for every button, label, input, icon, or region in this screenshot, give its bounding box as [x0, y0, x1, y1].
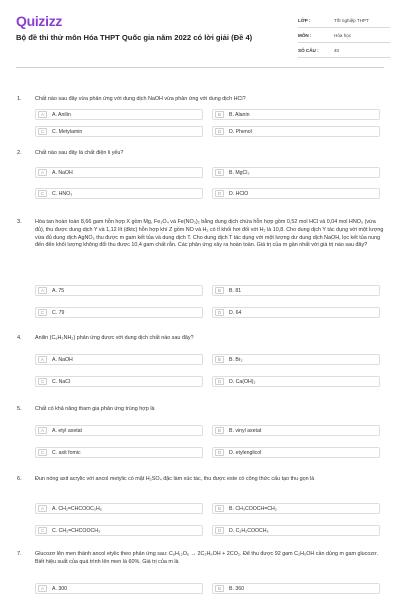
option-letter: C — [38, 190, 47, 197]
option-c[interactable] — [35, 376, 203, 387]
option-d[interactable] — [212, 188, 380, 199]
question-text: Chất nào sau đây vừa phản ứng với dung dịch NaOH vừa phản ứng với dung dịch HCl? — [35, 96, 246, 102]
option-d[interactable] — [212, 307, 380, 318]
option-letter: D — [215, 190, 224, 197]
option-letter: C — [38, 449, 47, 456]
option-text: A. Anilin — [52, 111, 71, 118]
meta-row-class — [298, 13, 390, 28]
option-letter: C — [38, 128, 47, 135]
option-text: A. NaOH — [52, 356, 73, 363]
question-text: Đun nóng axit acrylic với ancol metylic có mặt H₂SO₄ đặc làm xúc tác, thu được este có công thức cấu tạo thu gọn là — [35, 476, 315, 482]
option-text: B. Br₂ — [229, 356, 243, 363]
question-number: 2. — [17, 150, 22, 156]
option-a[interactable] — [35, 503, 203, 514]
option-letter: A — [38, 169, 47, 176]
meta-key: MÔN : — [298, 32, 312, 38]
option-letter: A — [38, 356, 47, 363]
option-a[interactable] — [35, 583, 203, 594]
option-letter: A — [38, 505, 47, 512]
option-text: B. MgCl₂ — [229, 169, 250, 176]
option-c[interactable] — [35, 188, 203, 199]
option-letter: C — [38, 378, 47, 385]
meta-table — [298, 13, 390, 58]
option-c[interactable] — [35, 126, 203, 137]
option-c[interactable] — [35, 447, 203, 458]
option-letter: A — [38, 287, 47, 294]
question-text: Hòa tan hoàn toàn 8,66 gam hỗn hợp X gồm Mg, Fe₃O₄ và Fe(NO₃)₂ bằng dung dịch chứa hỗn hợp gồm 0,52 mol HCl và 0,04 mol HNO₃ (vừa đủ), thu được dung dịch Y và 1,12 lít (đktc) hỗn hợp khí Z gồm NO và H₂ có tỉ khối hơi đối với H₂ là 10,8. Cho dung dịch Y tác dụng với một lượng vừa đủ dung dịch AgNO₃ thu được m gam kết tủa và dung dịch T. Cho dung dịch T tác dụng với một lượng dư dung dịch NaOH, lọc kết tủa nung đến đến khối lượng không đổi thu được 10,4 gam chất rắn. Các phản ứng xảy ra hoàn toàn. Giá trị của m gần nhất với giá trị nào sau đây? — [35, 219, 384, 249]
question-number: 6. — [17, 476, 22, 482]
option-letter: B — [215, 169, 224, 176]
option-letter: D — [215, 378, 224, 385]
option-text: D. etylenglicol — [229, 449, 262, 456]
option-d[interactable] — [212, 447, 380, 458]
option-b[interactable] — [212, 425, 380, 436]
option-text: B. 81 — [229, 287, 242, 294]
option-text: C. 79 — [52, 309, 65, 316]
option-text: A. CH₂=CHCOOC₂H₅ — [52, 505, 102, 512]
option-text: D. Ca(OH)₂ — [229, 378, 256, 385]
meta-value: Hóa học — [334, 32, 352, 38]
option-letter: B — [215, 287, 224, 294]
document-title: Bộ đề thi thử môn Hóa THPT Quốc gia năm 2022 có lời giải (Đề 4) — [16, 33, 253, 42]
option-b[interactable] — [212, 354, 380, 365]
header-divider — [16, 67, 384, 68]
meta-key: LỚP : — [298, 17, 311, 23]
option-letter: D — [215, 449, 224, 456]
option-a[interactable] — [35, 425, 203, 436]
option-letter: A — [38, 585, 47, 592]
option-letter: C — [38, 309, 47, 316]
question-number: 3. — [17, 219, 22, 225]
option-text: C. NaCl — [52, 378, 71, 385]
option-text: C. Metylamin — [52, 128, 83, 135]
option-text: B. 360 — [229, 585, 244, 592]
option-text: A. etyl axetat — [52, 427, 82, 434]
option-text: C. HNO₃ — [52, 190, 73, 197]
option-letter: B — [215, 585, 224, 592]
option-letter: D — [215, 128, 224, 135]
option-text: C. CH₂=CHCOOCH₃ — [52, 527, 101, 534]
question-text: Glucozơ lên men thành ancol etylic theo phản ứng sau: C₆H₁₂O₆ → 2C₂H₅OH + 2CO₂. Để thu được 92 gam C₂H₅OH cần dùng m gam glucozơ. Biết hiệu suất của quá trình lên men là 60%. Giá trị của m là — [35, 551, 379, 565]
meta-value: Tốt nghiệp THPT — [334, 17, 369, 23]
option-b[interactable] — [212, 503, 380, 514]
question-text: Chất nào sau đây là chất điện li yếu? — [35, 150, 124, 156]
option-b[interactable] — [212, 285, 380, 296]
meta-key: SỐ CÂU : — [298, 47, 319, 53]
option-letter: D — [215, 527, 224, 534]
option-letter: A — [38, 427, 47, 434]
question-number: 4. — [17, 335, 22, 341]
option-a[interactable] — [35, 109, 203, 120]
option-text: B. vinyl axetat — [229, 427, 262, 434]
quizizz-logo: Quizizz — [16, 13, 63, 29]
option-a[interactable] — [35, 167, 203, 178]
option-b[interactable] — [212, 109, 380, 120]
option-d[interactable] — [212, 126, 380, 137]
option-letter: B — [215, 111, 224, 118]
option-letter: C — [38, 527, 47, 534]
option-text: D. C₂H₅COOCH₃ — [229, 527, 269, 534]
question-text: Anilin (C₆H₅NH₂) phản ứng được với dung dịch chất nào sau đây? — [35, 335, 194, 341]
option-d[interactable] — [212, 525, 380, 536]
option-text: A. 75 — [52, 287, 65, 294]
meta-row-subject — [298, 28, 390, 43]
option-letter: D — [215, 309, 224, 316]
option-a[interactable] — [35, 285, 203, 296]
question-number: 7. — [17, 551, 22, 557]
meta-row-count — [298, 43, 390, 58]
option-text: D. Phenol — [229, 128, 252, 135]
option-text: A. 300 — [52, 585, 67, 592]
option-b[interactable] — [212, 167, 380, 178]
option-c[interactable] — [35, 525, 203, 536]
option-letter: B — [215, 427, 224, 434]
option-letter: A — [38, 111, 47, 118]
option-c[interactable] — [35, 307, 203, 318]
question-number: 1. — [17, 96, 22, 102]
option-letter: B — [215, 356, 224, 363]
question-number: 5. — [17, 406, 22, 412]
option-text: D. HClO — [229, 190, 249, 197]
option-text: A. NaOH — [52, 169, 73, 176]
option-letter: B — [215, 505, 224, 512]
option-a[interactable] — [35, 354, 203, 365]
option-text: D. 64 — [229, 309, 242, 316]
option-text: B. Alanin — [229, 111, 250, 118]
option-text: B. CH₃COOCH=CH₂ — [229, 505, 277, 512]
option-b[interactable] — [212, 583, 380, 594]
option-text: C. axit fomic — [52, 449, 81, 456]
meta-value: 40 — [334, 47, 340, 53]
question-text: Chất có khả năng tham gia phản ứng trùng hợp là — [35, 406, 155, 412]
option-d[interactable] — [212, 376, 380, 387]
